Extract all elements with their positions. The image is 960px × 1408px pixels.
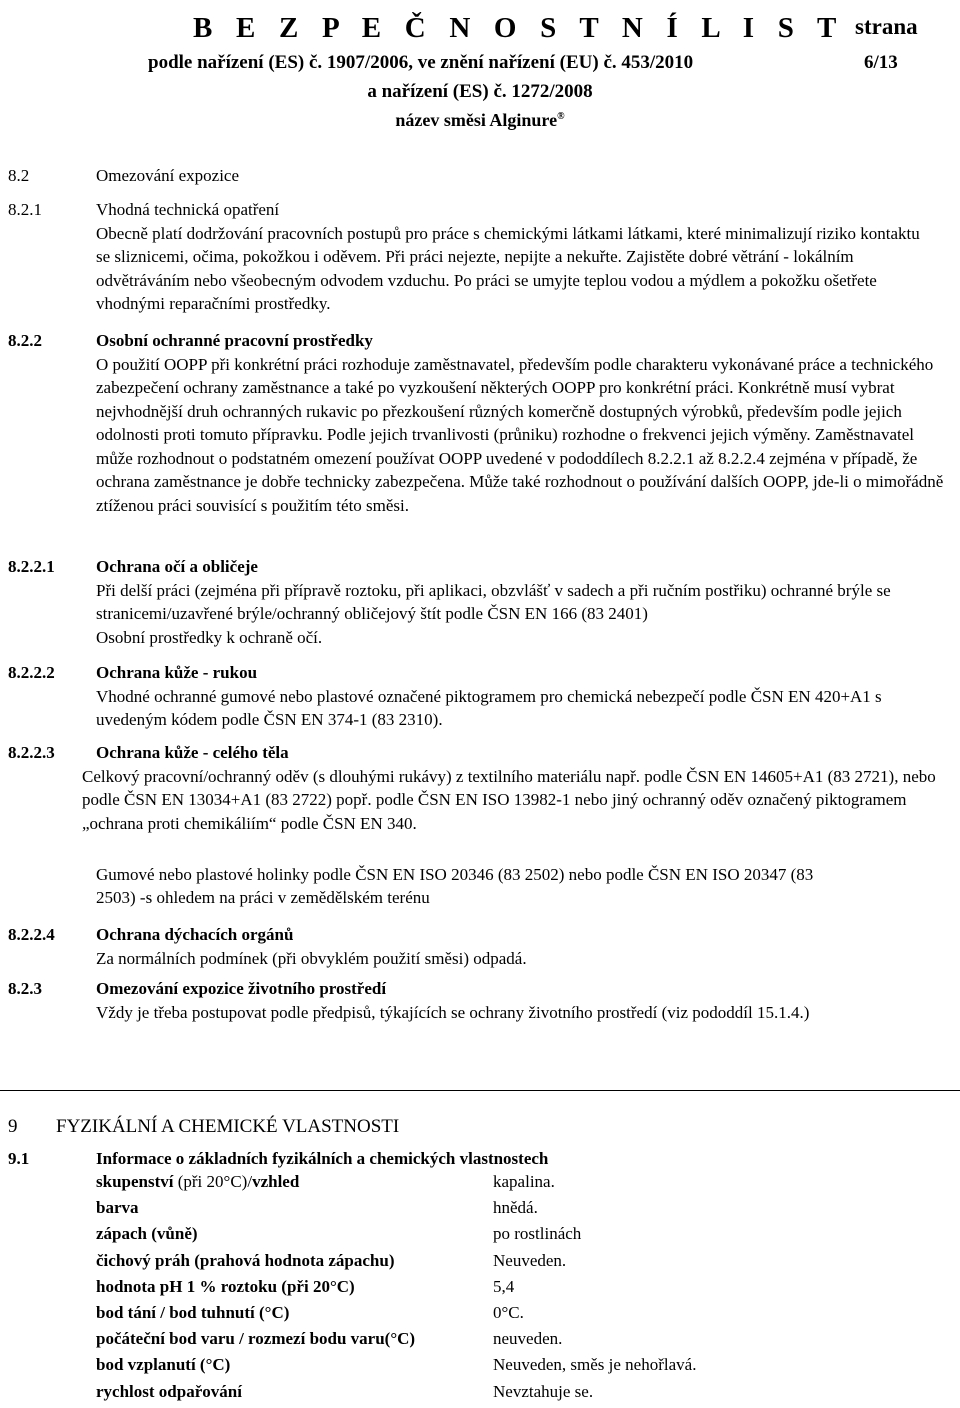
property-name	[96, 1170, 299, 1193]
section-text: Vždy je třeba postupovat podle předpisů, týkajících se ochrany životního prostředí (viz pododdíl 15.1.4.)	[96, 1003, 810, 1022]
property-value: kapalina.	[493, 1172, 555, 1191]
section-text: Obecně platí dodržování pracovních postupů pro práce s chemickými látkami látkami, které minimalizují riziko kontaktu se sliznicemi, očima, pokožkou i oděvem. Při práci nejezte, nepijte a nekuřte. Zajistěte dobré větrání - lokálním odvětráváním nebo všeobecným odvodem vzduchu. Po práci se umyjte teplou vodou a mýdlem a pokožku ošetřete vhodnými reparačními prostředky.	[96, 224, 920, 314]
section-title: FYZIKÁLNÍ A CHEMICKÉ VLASTNOSTI	[56, 1116, 400, 1137]
property-row	[96, 1249, 956, 1275]
property-name: bod tání / bod tuhnutí (°C)	[96, 1302, 290, 1322]
section-title: Ochrana kůže - rukou	[96, 663, 258, 682]
paragraph: Celkový pracovní/ochranný oděv (s dlouhými rukávy) z textilního materiálu např. podle ČSN EN 14605+A1 (83 2721), nebo podle ČSN EN 13034+A1 (83 2722) popř. podle ČSN EN ISO 13982-1 nebo jiný ochranný oděv označený piktogramem „ochrana proti chemikáliím“ podle ČSN EN 340.	[82, 767, 936, 833]
property-value: po rostlinách	[493, 1224, 582, 1244]
section-text: O použití OOPP při konkrétní práci rozhoduje zaměstnavatel, především podle charakteru vykonávané práce a technického zabezpečení ochrany zaměstnance a také po vyzkoušení některých OOPP pro konkrétní práci. Konkrétně musí vybrat nejvhodnější druh ochranných rukavic po přezkoušení různých komerčně dostupných výrobků, především podle jejich odolnosti proti tomuto přípravku. Podle jejich trvanlivosti (průniku) rozhodne o frekvenci jejich výměny. Zaměstnavatel může rozhodnout o podstatném omezení používat OOPP uvedené v pododdílech 8.2.2.1 až 8.2.2.4 zejména v případě, že ochrana zaměstnance je dobře technicky zabezpečena. Může také rozhodnout o používání dalších OOPP, jde-li o mimořádně ztíženou práci souvisící s použitím této směsi.	[96, 355, 944, 515]
section-number: 8.2.2.1	[8, 557, 55, 576]
property-name: rychlost odpařování	[96, 1381, 242, 1401]
section-title: Ochrana očí a obličeje	[96, 557, 258, 576]
section-title: Informace o základních fyzikálních a chemických vlastnostech	[96, 1149, 549, 1168]
section-number: 8.2.2	[8, 331, 42, 350]
property-row	[96, 1353, 956, 1379]
section-text: Vhodné ochranné gumové nebo plastové označené piktogramem pro chemická nebezpečí podle ČSN EN 420+A1 s uvedeným kódem podle ČSN EN 374-1 (83 2310).	[96, 687, 882, 730]
section-number: 9.1	[8, 1149, 30, 1168]
property-row	[96, 1380, 956, 1406]
property-value: 5,4	[493, 1276, 515, 1296]
property-value: neuveden.	[493, 1329, 563, 1349]
section-title: Osobní ochranné pracovní prostředky	[96, 331, 373, 350]
paragraph: Při delší práci (zejména při přípravě roztoku, při aplikaci, obzvlášť v sadech a při ručním postřiku) ochranné brýle se stranicemi/uzavřené brýle/ochranný obličejový štít podle ČSN EN 166 (83 2401)	[96, 581, 891, 624]
property-value: Nevztahuje se.	[493, 1381, 594, 1401]
property-name: čichový práh (prahová hodnota zápachu)	[96, 1250, 395, 1270]
property-row	[96, 1275, 956, 1301]
section-text	[96, 579, 951, 649]
property-value: Neuveden.	[493, 1250, 567, 1270]
property-row	[96, 1196, 956, 1222]
section-title: Vhodná technická opatření	[96, 200, 280, 219]
property-value: 0°C.	[493, 1302, 524, 1322]
document-title: B E Z P E Č N O S T N Í L I S T	[193, 12, 845, 44]
property-value: Neuveden, směs je nehořlavá.	[493, 1355, 697, 1375]
paragraph: Osobní prostředky k ochraně očí.	[96, 627, 323, 647]
properties-table	[96, 1170, 956, 1406]
section-text	[82, 765, 958, 835]
property-name-main: skupenství	[96, 1172, 174, 1191]
regulation-line-2: a nařízení (ES) č. 1272/2008	[367, 81, 593, 102]
section-number: 8.2.1	[8, 200, 42, 219]
section-text	[96, 863, 816, 910]
property-value: hnědá.	[493, 1198, 538, 1218]
property-row	[96, 1301, 956, 1327]
section-text: Za normálních podmínek (při obvyklém použití směsi) odpadá.	[96, 949, 527, 968]
property-name: zápach (vůně)	[96, 1224, 198, 1244]
section-divider	[0, 1090, 960, 1091]
page-label: strana	[855, 14, 918, 39]
document-header	[0, 8, 960, 133]
property-name: hodnota pH 1 % roztoku (při 20°C)	[96, 1276, 355, 1296]
section-title: Ochrana dýchacích orgánů	[96, 925, 294, 944]
section-number: 8.2.2.3	[8, 743, 55, 762]
property-row	[96, 1222, 956, 1248]
registered-mark: ®	[557, 111, 565, 122]
property-name: barva	[96, 1198, 139, 1218]
property-row	[96, 1327, 956, 1353]
section-title: Omezování expozice	[96, 166, 240, 185]
mixture-name	[0, 108, 960, 133]
section-title: Omezování expozice životního prostředí	[96, 979, 387, 998]
mixture-name-text: název směsi Alginure	[395, 110, 558, 130]
section-number: 8.2.2.2	[8, 663, 55, 682]
property-name-note: (při 20°C)/	[173, 1172, 253, 1191]
property-row	[96, 1170, 956, 1196]
section-number: 8.2	[8, 166, 30, 185]
section-title: Ochrana kůže - celého těla	[96, 743, 289, 762]
property-name: bod vzplanutí (°C)	[96, 1355, 231, 1375]
section-number: 9	[8, 1116, 18, 1137]
section-number: 8.2.2.4	[8, 925, 55, 944]
page-number: 6/13	[864, 52, 898, 73]
property-name-tail: vzhled	[252, 1172, 300, 1191]
property-name: počáteční bod varu / rozmezí bodu varu(°C)	[96, 1329, 416, 1349]
regulation-line-1: podle nařízení (ES) č. 1907/2006, ve znění nařízení (EU) č. 453/2010	[148, 52, 694, 73]
paragraph: Gumové nebo plastové holinky podle ČSN EN ISO 20346 (83 2502) nebo podle ČSN EN ISO 20347 (83 2503) -s ohledem na práci v zemědělském terénu	[96, 865, 814, 908]
section-number: 8.2.3	[8, 979, 42, 998]
